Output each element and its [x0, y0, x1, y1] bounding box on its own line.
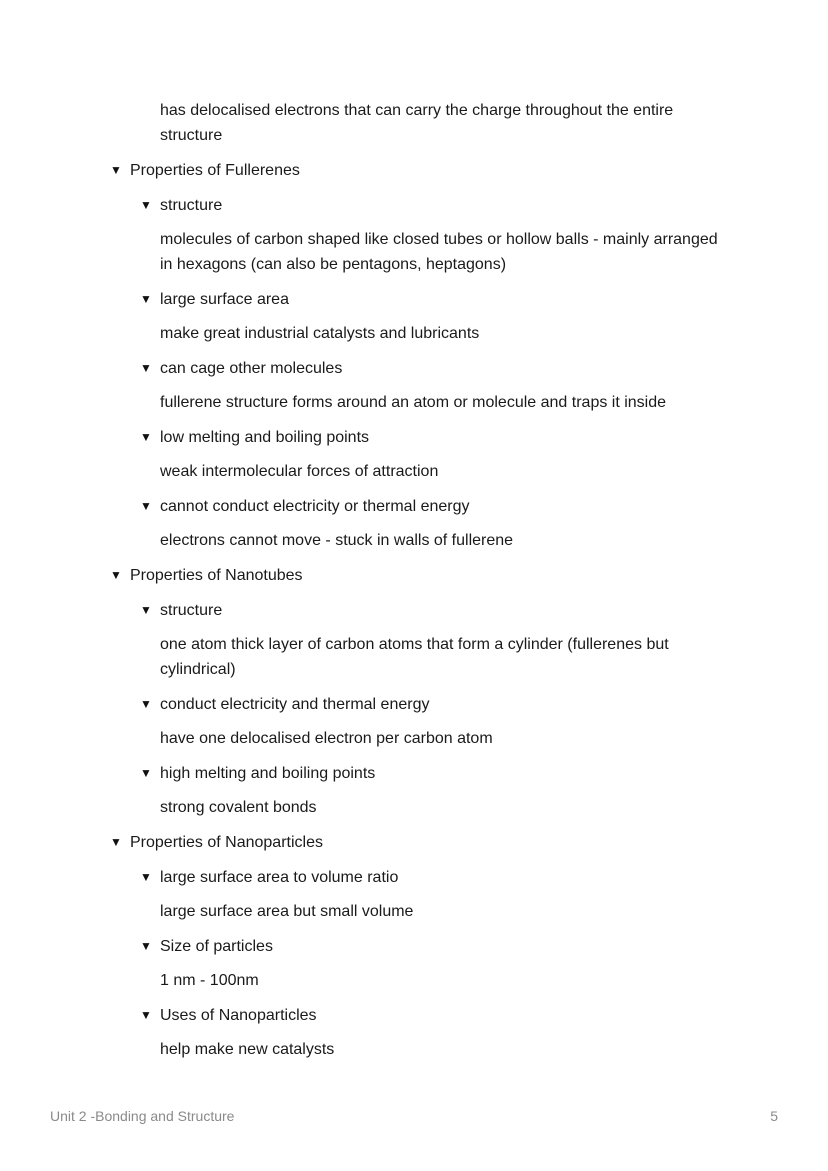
detail-text: have one delocalised electron per carbon atom — [160, 730, 493, 747]
outline-list — [0, 158, 828, 1062]
subsection-heading[interactable] — [140, 494, 828, 519]
subsection-label: large surface area — [160, 291, 289, 308]
detail-text: large surface area but small volume — [160, 903, 414, 920]
triangle-down-icon[interactable]: ▼ — [110, 163, 122, 177]
outline-content — [0, 98, 828, 1072]
subsection-label: Uses of Nanoparticles — [160, 1007, 317, 1024]
subsection-label: cannot conduct electricity or thermal energy — [160, 498, 470, 515]
subsection-label: conduct electricity and thermal energy — [160, 696, 430, 713]
section-heading[interactable] — [110, 830, 828, 855]
section-heading[interactable] — [110, 158, 828, 183]
subsection-heading[interactable] — [140, 1003, 828, 1028]
triangle-down-icon[interactable]: ▼ — [140, 1008, 152, 1022]
subsection-label: low melting and boiling points — [160, 429, 370, 446]
subsection-heading[interactable] — [140, 356, 828, 381]
subsection-heading[interactable] — [140, 287, 828, 312]
detail-text: weak intermolecular forces of attraction — [160, 463, 439, 480]
page-number: 5 — [770, 1108, 778, 1124]
detail-text: fullerene structure forms around an atom or molecule and traps it inside — [160, 394, 667, 411]
detail-text: help make new catalysts — [160, 1041, 335, 1058]
detail-text: one atom thick layer of carbon atoms that form a cylinder (fullerenes but cylindrical) — [160, 636, 669, 678]
footer-title: Unit 2 -Bonding and Structure — [50, 1108, 235, 1124]
triangle-down-icon[interactable]: ▼ — [140, 198, 152, 212]
section-title: Properties of Fullerenes — [130, 162, 300, 179]
subsection-heading[interactable] — [140, 193, 828, 218]
subsection-label: large surface area to volume ratio — [160, 869, 399, 886]
detail-text: molecules of carbon shaped like closed tubes or hollow balls - mainly arranged in hexagons (can also be pentagons, heptagons) — [160, 231, 718, 273]
triangle-down-icon[interactable]: ▼ — [140, 939, 152, 953]
subsection-label: structure — [160, 197, 223, 214]
triangle-down-icon[interactable]: ▼ — [140, 870, 152, 884]
triangle-down-icon[interactable]: ▼ — [110, 835, 122, 849]
subsection-heading[interactable] — [140, 865, 828, 890]
detail-text: 1 nm - 100nm — [160, 972, 259, 989]
section-heading[interactable] — [110, 563, 828, 588]
detail-text: make great industrial catalysts and lubricants — [160, 325, 480, 342]
subsection-heading[interactable] — [140, 761, 828, 786]
triangle-down-icon[interactable]: ▼ — [110, 568, 122, 582]
triangle-down-icon[interactable]: ▼ — [140, 292, 152, 306]
triangle-down-icon[interactable]: ▼ — [140, 430, 152, 444]
subsection-label: Size of particles — [160, 938, 273, 955]
section-title: Properties of Nanotubes — [130, 567, 303, 584]
subsection-heading[interactable] — [140, 692, 828, 717]
subsection-heading[interactable] — [140, 598, 828, 623]
triangle-down-icon[interactable]: ▼ — [140, 697, 152, 711]
triangle-down-icon[interactable]: ▼ — [140, 603, 152, 617]
subsection-label: high melting and boiling points — [160, 765, 376, 782]
triangle-down-icon[interactable]: ▼ — [140, 766, 152, 780]
triangle-down-icon[interactable]: ▼ — [140, 361, 152, 375]
continued-detail-text: has delocalised electrons that can carry the charge throughout the entire structure — [160, 102, 674, 144]
detail-text: strong covalent bonds — [160, 799, 317, 816]
subsection-heading[interactable] — [140, 934, 828, 959]
detail-text: electrons cannot move - stuck in walls of fullerene — [160, 532, 514, 549]
section-title: Properties of Nanoparticles — [130, 834, 323, 851]
triangle-down-icon[interactable]: ▼ — [140, 499, 152, 513]
subsection-label: structure — [160, 602, 223, 619]
subsection-heading[interactable] — [140, 425, 828, 450]
subsection-label: can cage other molecules — [160, 360, 343, 377]
